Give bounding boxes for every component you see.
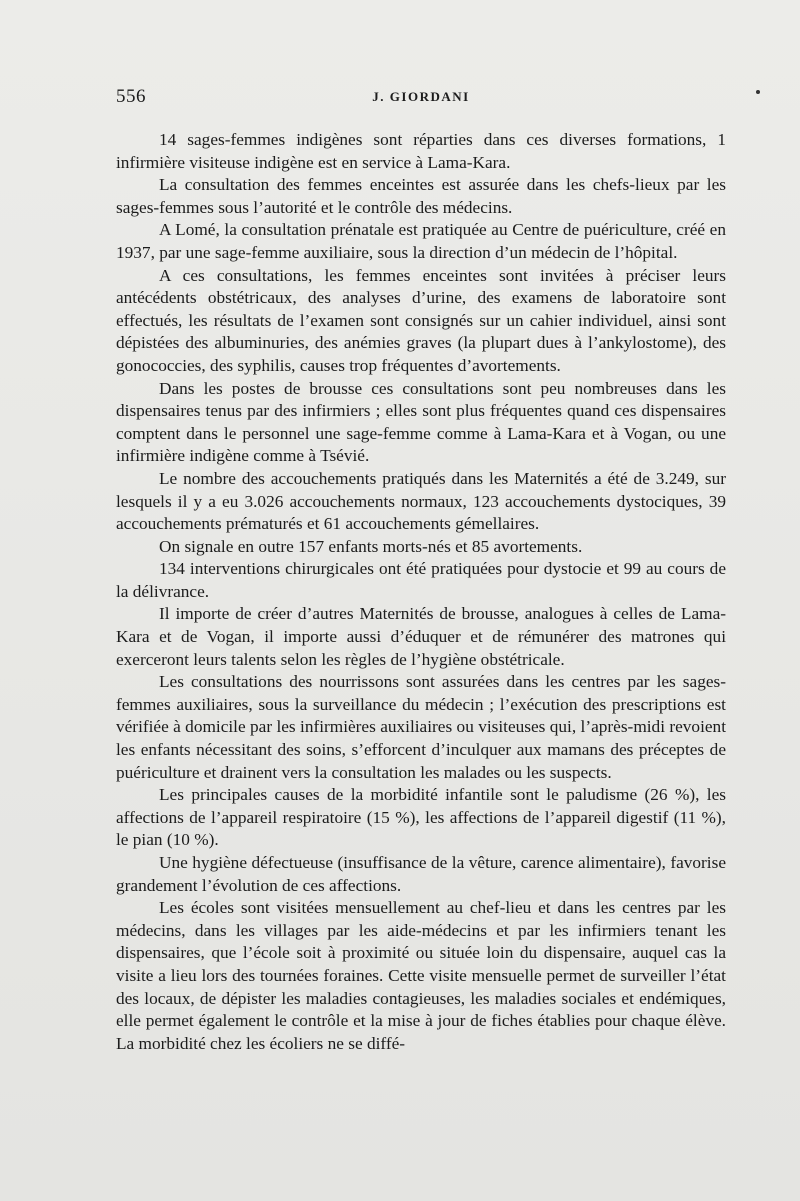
paragraph-midwives: 14 sages-femmes indigènes sont réparties dans ces diverses formations, 1 infirmière visiteuse indigène est en service à Lama-Kara.	[116, 130, 726, 172]
paragraph-consultation-details: A ces consultations, les femmes enceintes sont invitées à préciser leurs antécédents obstétricaux, des analyses d’urine, des examens de laboratoire sont effectués, les résultats de l’examen sont consignés sur un cahier individuel, ainsi sont dépistées des albuminuries, des anémies graves (la plupart dues à l’ankylostome), des gonococcies, des syphilis, causes trop fréquentes d’avortements.	[116, 265, 726, 375]
paragraph-infant-consultations: Les consultations des nourrissons sont assurées dans les centres par les sages-femmes auxiliaires, sous la surveillance du médecin ; l’exécution des prescriptions est vérifiée à domicile par les infirmières auxiliaires ou visiteuses qui, l’après-midi revoient les enfants nécessitant des soins, s’efforcent d’inculquer aux mamans des préceptes de puériculture et drainent vers la consultation les malades ou les suspects.	[116, 672, 726, 782]
paragraph-morbidity-causes: Les principales causes de la morbidité infantile sont le paludisme (26 %), les affections de l’appareil respiratoire (15 %), les affections de l’appareil digestif (11 %), le pian (10 %).	[116, 785, 726, 850]
ink-speck	[756, 90, 760, 94]
paragraph-hygiene: Une hygiène défectueuse (insuffisance de la vêture, carence alimentaire), favorise grandement l’évolution de ces affections.	[116, 853, 726, 895]
paragraph-deliveries: Le nombre des accouchements pratiqués dans les Maternités a été de 3.249, sur lesquels il y a eu 3.026 accouchements normaux, 123 accouchements dystociques, 39 accouchements prématurés et 61 accouchements gémellaires.	[116, 468, 726, 534]
running-head: J. GIORDANI	[372, 89, 470, 104]
paragraph-interventions: 134 interventions chirurgicales ont été pratiquées pour dystocie et 99 au cours de la délivrance.	[116, 559, 726, 601]
paragraph-stillbirths: On signale en outre 157 enfants morts-nés et 85 avortements.	[159, 536, 583, 556]
page-number: 556	[116, 86, 146, 107]
page-header	[116, 86, 726, 110]
body-text	[116, 129, 726, 1055]
paragraph-prenatal-consultation: La consultation des femmes enceintes est assurée dans les chefs-lieux par les sages-femmes sous l’autorité et le contrôle des médecins.	[116, 175, 726, 217]
paragraph-schools: Les écoles sont visitées mensuellement au chef-lieu et dans les centres par les médecins, dans les villages par les aide-médecins et par les infirmiers tenant les dispensaires, que l’école soit à proximité ou située loin du dispensaire, auquel cas la visite a lieu lors des tournées foraines. Cette visite mensuelle permet de surveiller l’état des locaux, de dépister les maladies contagieuses, les maladies sociales et endémiques, elle permet également le contrôle et la mise à jour de fiches établies pour chaque élève. La morbidité chez les écoliers ne se diffé-	[116, 898, 726, 1053]
paragraph-new-maternities: Il importe de créer d’autres Maternités de brousse, analogues à celles de Lama-Kara et de Vogan, il importe aussi d’éduquer et de rémunérer des matrones qui exerceront leurs talents selon les règles de l’hygiène obstétricale.	[116, 604, 726, 669]
paragraph-bush-posts: Dans les postes de brousse ces consultations sont peu nombreuses dans les dispensaires tenus par des infirmiers ; elles sont plus fréquentes quand ces dispensaires comptent dans le personnel une sage-femme comme à Lama-Kara et à Vogan, ou une infirmière indigène comme à Tsévié.	[116, 378, 726, 466]
paragraph-lome: A Lomé, la consultation prénatale est pratiquée au Centre de puériculture, créé en 1937, par une sage-femme auxiliaire, sous la direction d’un médecin de l’hôpital.	[116, 220, 726, 262]
